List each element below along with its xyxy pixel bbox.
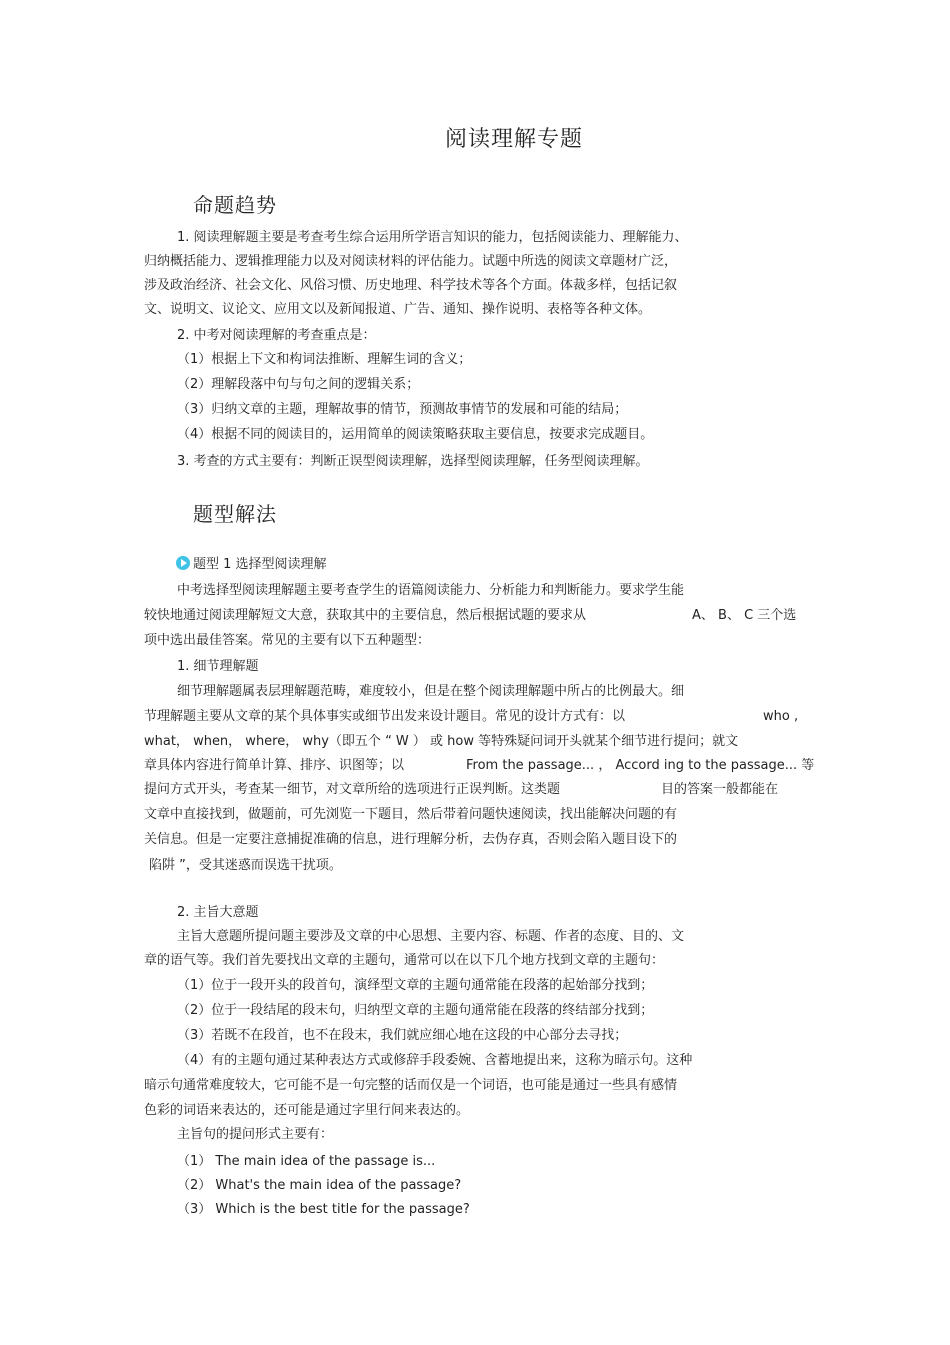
- paragraph-line: 文章中直接找到，做题前，可先浏览一下题目，然后带着问题快速阅读，找出能解决问题的有: [144, 807, 678, 822]
- subsection-heading: 1. 细节理解题: [177, 659, 259, 674]
- paragraph-line: 归纳概括能力、逻辑推理能力以及对阅读材料的评估能力。试题中所选的阅读文章题材广泛，: [144, 254, 678, 269]
- page-title: 阅读理解专题: [445, 127, 584, 152]
- paragraph-line: who ,: [763, 709, 799, 724]
- play-bullet-icon: [176, 556, 190, 570]
- paragraph-line: 主旨句的提问形式主要有：: [177, 1127, 334, 1142]
- list-item: （3）若既不在段首，也不在段末，我们就应细心地在这段的中心部分去寻找；: [177, 1028, 628, 1043]
- paragraph-line: 3. 考查的方式主要有：判断正误型阅读理解，选择型阅读理解，任务型阅读理解。: [177, 454, 649, 469]
- paragraph-line: 节理解题主要从文章的某个具体事实或细节出发来设计题目。常见的设计方式有：以: [144, 709, 626, 724]
- list-item: （1）根据上下文和构词法推断、理解生词的含义；: [177, 352, 472, 367]
- paragraph-line: 2. 中考对阅读理解的考查重点是：: [177, 328, 376, 343]
- paragraph-line: 主旨大意题所提问题主要涉及文章的中心思想、主要内容、标题、作者的态度、目的、文: [177, 929, 685, 944]
- question-type-label: [176, 556, 327, 574]
- section-heading-methods: 题型解法: [193, 502, 277, 526]
- paragraph-line: what， when， where， why（即五个 “ W ） 或 how 等特殊疑问词开头就某个细节进行提问；就文: [144, 734, 739, 749]
- list-item: （3）归纳文章的主题，理解故事的情节，预测故事情节的发展和可能的结局；: [177, 402, 628, 417]
- paragraph-line: A、 B、 C 三个选: [692, 608, 797, 623]
- paragraph-line: 章具体内容进行简单计算、排序、识图等；以: [144, 758, 405, 773]
- paragraph-line: 提问方式开头，考查某一细节，对文章所给的选项进行正误判断。这类题: [144, 782, 561, 797]
- list-item: （2）位于一段结尾的段末句，归纳型文章的主题句通常能在段落的终结部分找到；: [177, 1003, 654, 1018]
- subsection-heading: 2. 主旨大意题: [177, 905, 259, 920]
- question-type-text: 题型 1 选择型阅读理解: [193, 557, 327, 572]
- paragraph-line: 章的语气等。我们首先要找出文章的主题句，通常可以在以下几个地方找到文章的主题句：: [144, 953, 665, 968]
- list-item: （1）位于一段开头的段首句，演绎型文章的主题句通常能在段落的起始部分找到；: [177, 978, 654, 993]
- paragraph-line: 细节理解题属表层理解题范畴，难度较小，但是在整个阅读理解题中所占的比例最大。细: [177, 684, 685, 699]
- paragraph-line: From the passage... ， Accord ing to the passage... 等: [466, 758, 815, 773]
- list-item: （4）根据不同的阅读目的，运用简单的阅读策略获取主要信息，按要求完成题目。: [177, 427, 654, 442]
- paragraph-line: 项中选出最佳答案。常见的主要有以下五种题型：: [144, 633, 431, 648]
- paragraph-line: 1. 阅读理解题主要是考查考生综合运用所学语言知识的能力，包括阅读能力、理解能力、: [177, 230, 688, 245]
- paragraph-line: 目的答案一般都能在: [661, 782, 779, 797]
- paragraph-line: 色彩的词语来表达的，还可能是通过字里行间来表达的。: [144, 1103, 470, 1118]
- paragraph-line: 陷阱 ”，受其迷惑而误选干扰项。: [149, 858, 342, 873]
- list-item: （4）有的主题句通过某种表达方式或修辞手段委婉、含蓄地提出来，这称为暗示句。这种: [177, 1053, 693, 1068]
- list-item: （3） Which is the best title for the passage?: [177, 1202, 470, 1217]
- list-item: （2）理解段落中句与句之间的逻辑关系；: [177, 377, 420, 392]
- list-item: （2） What's the main idea of the passage?: [177, 1178, 462, 1193]
- paragraph-line: 较快地通过阅读理解短文大意，获取其中的主要信息，然后根据试题的要求从: [144, 608, 587, 623]
- paragraph-line: 涉及政治经济、社会文化、风俗习惯、历史地理、科学技术等各个方面。体裁多样，包括记叙: [144, 278, 678, 293]
- paragraph-line: 中考选择型阅读理解题主要考查学生的语篇阅读能力、分析能力和判断能力。要求学生能: [177, 583, 685, 598]
- paragraph-line: 文、说明文、议论文、应用文以及新闻报道、广告、通知、操作说明、表格等各种文体。: [144, 302, 652, 317]
- paragraph-line: 关信息。但是一定要注意捕捉准确的信息，进行理解分析，去伪存真，否则会陷入题目设下的: [144, 832, 678, 847]
- section-heading-trends: 命题趋势: [193, 193, 277, 217]
- list-item: （1） The main idea of the passage is...: [177, 1154, 436, 1169]
- paragraph-line: 暗示句通常难度较大，它可能不是一句完整的话而仅是一个词语，也可能是通过一些具有感情: [144, 1078, 678, 1093]
